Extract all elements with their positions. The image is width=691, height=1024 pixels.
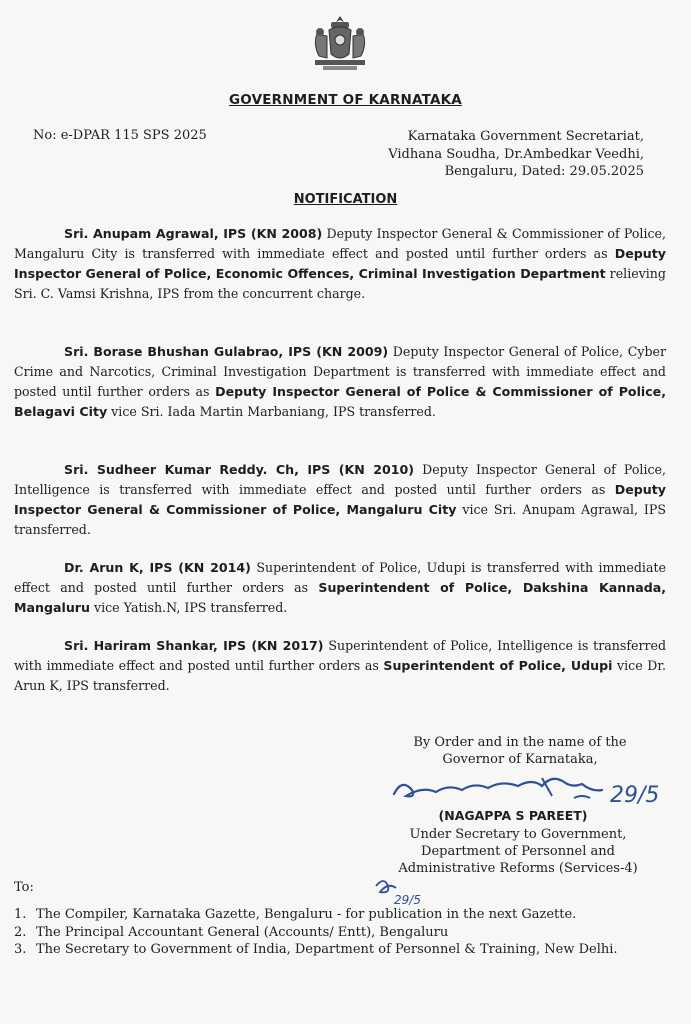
transfer-paragraph: Sri. Anupam Agrawal, IPS (KN 2008) Deputy Inspector General & Commissioner of Police, Mangaluru City is transferred with immediate effect and posted until further orders as Deputy Inspector General of Police, Economic Offences, Criminal Investigation Department relieving Sri. C. Vamsi Krishna, IPS from the concurrent charge. <box>14 226 667 301</box>
posting: Deputy Inspector General of Police & Commissioner of Police, Belagavi City <box>14 384 667 419</box>
recipient-text: The Principal Accountant General (Accounts/ Entt), Bengaluru <box>36 924 449 940</box>
distribution-list <box>14 906 674 959</box>
address-line: Karnataka Government Secretariat, <box>407 129 644 144</box>
officer-name: Sri. Anupam Agrawal, IPS (KN 2008) <box>64 226 323 241</box>
transfer-paragraph: Sri. Borase Bhushan Gulabrao, IPS (KN 2009) Deputy Inspector General of Police, Cyber Crime and Narcotics, Criminal Investigation Department is transferred with immediate effect and posted until further orders as Deputy Inspector General of Police & Commissioner of Police, Belagavi City vice Sri. Iada Martin Marbaniang, IPS transferred. <box>14 344 667 419</box>
officer-name: Sri. Sudheer Kumar Reddy. Ch, IPS (KN 2010) <box>64 462 415 477</box>
recipient-text: The Compiler, Karnataka Gazette, Bengaluru - for publication in the next Gazette. <box>36 907 577 922</box>
transfer-paragraph: Dr. Arun K, IPS (KN 2014) Superintendent of Police, Udupi is transferred with immediate effect and posted until further orders as Superintendent of Police, Dakshina Kannada, Mangaluru vice Yatish.N, IPS transferred. <box>14 560 667 615</box>
list-number: 2. <box>14 924 27 940</box>
reference-number: No: e-DPAR 115 SPS 2025 <box>33 128 207 143</box>
posting: Deputy Inspector General & Commissioner of Police, Mangaluru City <box>14 482 666 517</box>
notification-heading: NOTIFICATION <box>293 192 398 207</box>
issuing-address <box>388 128 644 181</box>
address-dated-line: Bengaluru, Dated: 29.05.2025 <box>444 164 644 179</box>
signatory-designation <box>368 826 668 877</box>
officer-name: Sri. Borase Bhushan Gulabrao, IPS (KN 2009) <box>64 344 389 359</box>
order-line: Governor of Karnataka, <box>442 752 598 767</box>
officer-name: Dr. Arun K, IPS (KN 2014) <box>64 560 251 575</box>
list-item <box>14 924 674 942</box>
karnataka-emblem-icon <box>309 14 371 74</box>
designation-line: Administrative Reforms (Services-4) <box>398 861 638 876</box>
order-line: By Order and in the name of the <box>413 735 627 750</box>
government-title: GOVERNMENT OF KARNATAKA <box>229 92 462 108</box>
initials-date: 29/5 <box>394 893 421 907</box>
handwritten-date: 29/5 <box>610 783 660 808</box>
list-item <box>14 906 674 924</box>
posting: Superintendent of Police, Udupi <box>383 658 613 673</box>
handwritten-initials <box>372 876 432 910</box>
list-number: 3. <box>14 942 27 957</box>
signatory-name: (NAGAPPA S PAREET) <box>438 808 588 823</box>
designation-line: Under Secretary to Government, <box>409 827 627 842</box>
list-item <box>14 941 674 959</box>
transfer-paragraph: Sri. Sudheer Kumar Reddy. Ch, IPS (KN 2010) Deputy Inspector General of Police, Intelligence is transferred with immediate effect and posted until further orders as Deputy Inspector General & Commissioner of Police, Mangaluru City vice Sri. Anupam Agrawal, IPS transferred. <box>14 462 666 537</box>
posting: Superintendent of Police, Dakshina Kannada, Mangaluru <box>14 580 667 615</box>
order-authority <box>370 734 670 768</box>
recipient-text: The Secretary to Government of India, Department of Personnel & Training, New Delhi. <box>36 942 618 957</box>
designation-line: Department of Personnel and <box>421 844 615 859</box>
list-number: 1. <box>14 907 27 922</box>
posting: Deputy Inspector General of Police, Economic Offences, Criminal Investigation Department <box>14 246 666 281</box>
officer-name: Sri. Hariram Shankar, IPS (KN 2017) <box>64 638 324 653</box>
address-line: Vidhana Soudha, Dr.Ambedkar Veedhi, <box>388 146 644 162</box>
to-label: To: <box>14 880 34 895</box>
transfer-paragraph: Sri. Hariram Shankar, IPS (KN 2017) Superintendent of Police, Intelligence is transferred with immediate effect and posted until further orders as Superintendent of Police, Udupi vice Dr. Arun K, IPS transferred. <box>14 638 667 693</box>
